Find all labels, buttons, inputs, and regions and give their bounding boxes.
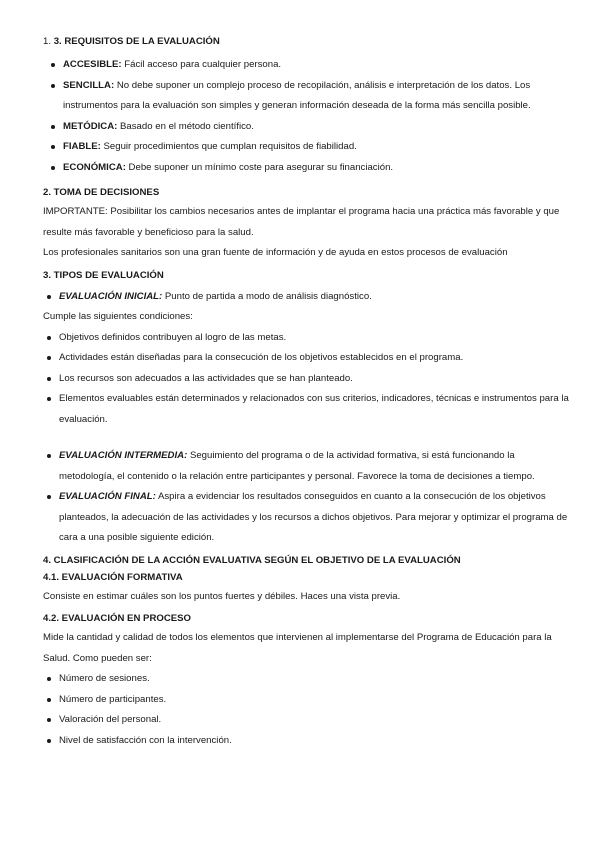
list-item [47, 76, 570, 117]
section-4-heading: 4. CLASIFICACIÓN DE LA ACCIÓN EVALUATIVA SEGÚN EL OBJETIVO DE LA EVALUACIÓN [43, 554, 461, 566]
conditions-list [43, 328, 570, 431]
list-item [47, 55, 570, 76]
item-label: FIABLE: [63, 141, 101, 152]
list-item [43, 446, 570, 487]
section-4-1-heading: 4.1. EVALUACIÓN FORMATIVA [43, 571, 183, 583]
list-item: Número de sesiones. [43, 669, 570, 690]
section-3-heading: 3. TIPOS DE EVALUACIÓN [43, 269, 164, 281]
section-2-paragraph: IMPORTANTE: Posibilitar los cambios necesarios antes de implantar el programa hacia una práctica más favorable y que resulte más favorable y beneficioso para la salud. [43, 206, 560, 238]
item-label: ECONÓMICA: [63, 161, 126, 173]
item-text: Debe suponer un mínimo coste para asegurar su financiación. [125, 161, 394, 173]
item-label: SENCILLA: [63, 79, 115, 91]
section-1-title: 3. REQUISITOS DE LA EVALUACIÓN [53, 36, 220, 47]
item-label: METÓDICA: [63, 120, 118, 132]
item-text: Basado en el método científico. [117, 120, 254, 132]
list-item [47, 137, 570, 158]
item-text: Seguir procedimientos que cumplan requisitos de fiabilidad. [100, 141, 357, 152]
item-label: EVALUACIÓN INICIAL: [59, 290, 163, 302]
list-item [47, 117, 570, 138]
section-1-number: 1. [43, 36, 52, 47]
list-item: Valoración del personal. [43, 710, 570, 731]
item-text: Fácil acceso para cualquier persona. [121, 59, 282, 70]
list-item: Actividades están diseñadas para la consecución de los objetivos establecidos en el programa. [43, 348, 570, 369]
evaluation-types-list [43, 287, 570, 308]
list-item: Objetivos definidos contribuyen al logro de las metas. [43, 328, 570, 349]
process-items-list [43, 669, 570, 751]
conditions-intro: Cumple las siguientes condiciones: [43, 311, 193, 322]
list-item: Nivel de satisfacción con la intervención. [43, 731, 570, 752]
section-1-heading [43, 36, 570, 47]
section-2-heading: 2. TOMA DE DECISIONES [43, 187, 160, 198]
section-4-2-heading: 4.2. EVALUACIÓN EN PROCESO [43, 613, 192, 624]
item-text: Seguimiento del programa o de la actividad formativa, si está funcionando la metodología, el contenido o la relación entre participantes y personal. Favorece la toma de decisiones a tiempo. [59, 450, 535, 482]
item-label: ACCESIBLE: [63, 59, 122, 70]
requirements-list [47, 55, 570, 178]
list-item: Elementos evaluables están determinados y relacionados con sus criterios, indicadores, técnicas e instrumentos para la evaluación. [43, 389, 570, 430]
section-4-1-paragraph: Consiste en estimar cuáles son los puntos fuertes y débiles. Haces una vista previa. [43, 590, 401, 602]
list-item: Los recursos son adecuados a las actividades que se han planteado. [43, 369, 570, 390]
item-text: No debe suponer un complejo proceso de recopilación, análisis e interpretación de los datos. Los instrumentos para la evaluación son simples y generan información deseada de la forma más sencilla posible. [63, 79, 531, 111]
section-4-2-paragraph: Mide la cantidad y calidad de todos los elementos que intervienen al implementarse del Programa de Educación para la Salud. Como pueden ser: [43, 632, 552, 664]
list-item: Número de participantes. [43, 690, 570, 711]
list-item [43, 487, 570, 549]
section-2-paragraph: Los profesionales sanitarios son una gran fuente de información y de ayuda en estos procesos de evaluación [43, 247, 508, 258]
evaluation-types-list [43, 446, 570, 549]
item-label: EVALUACIÓN INTERMEDIA: [59, 450, 188, 461]
list-item [47, 158, 570, 179]
item-text: Punto de partida a modo de análisis diagnóstico. [162, 290, 372, 302]
item-text: Aspira a evidenciar los resultados conseguidos en cuanto a la consecución de los objetivos planteados, la adecuación de las actividades y los recursos a dichos objetivos. Para mejorar y optimizar el programa de cara a una posible siguiente edición. [59, 491, 568, 543]
item-label: EVALUACIÓN FINAL: [59, 491, 156, 502]
list-item [43, 287, 570, 308]
